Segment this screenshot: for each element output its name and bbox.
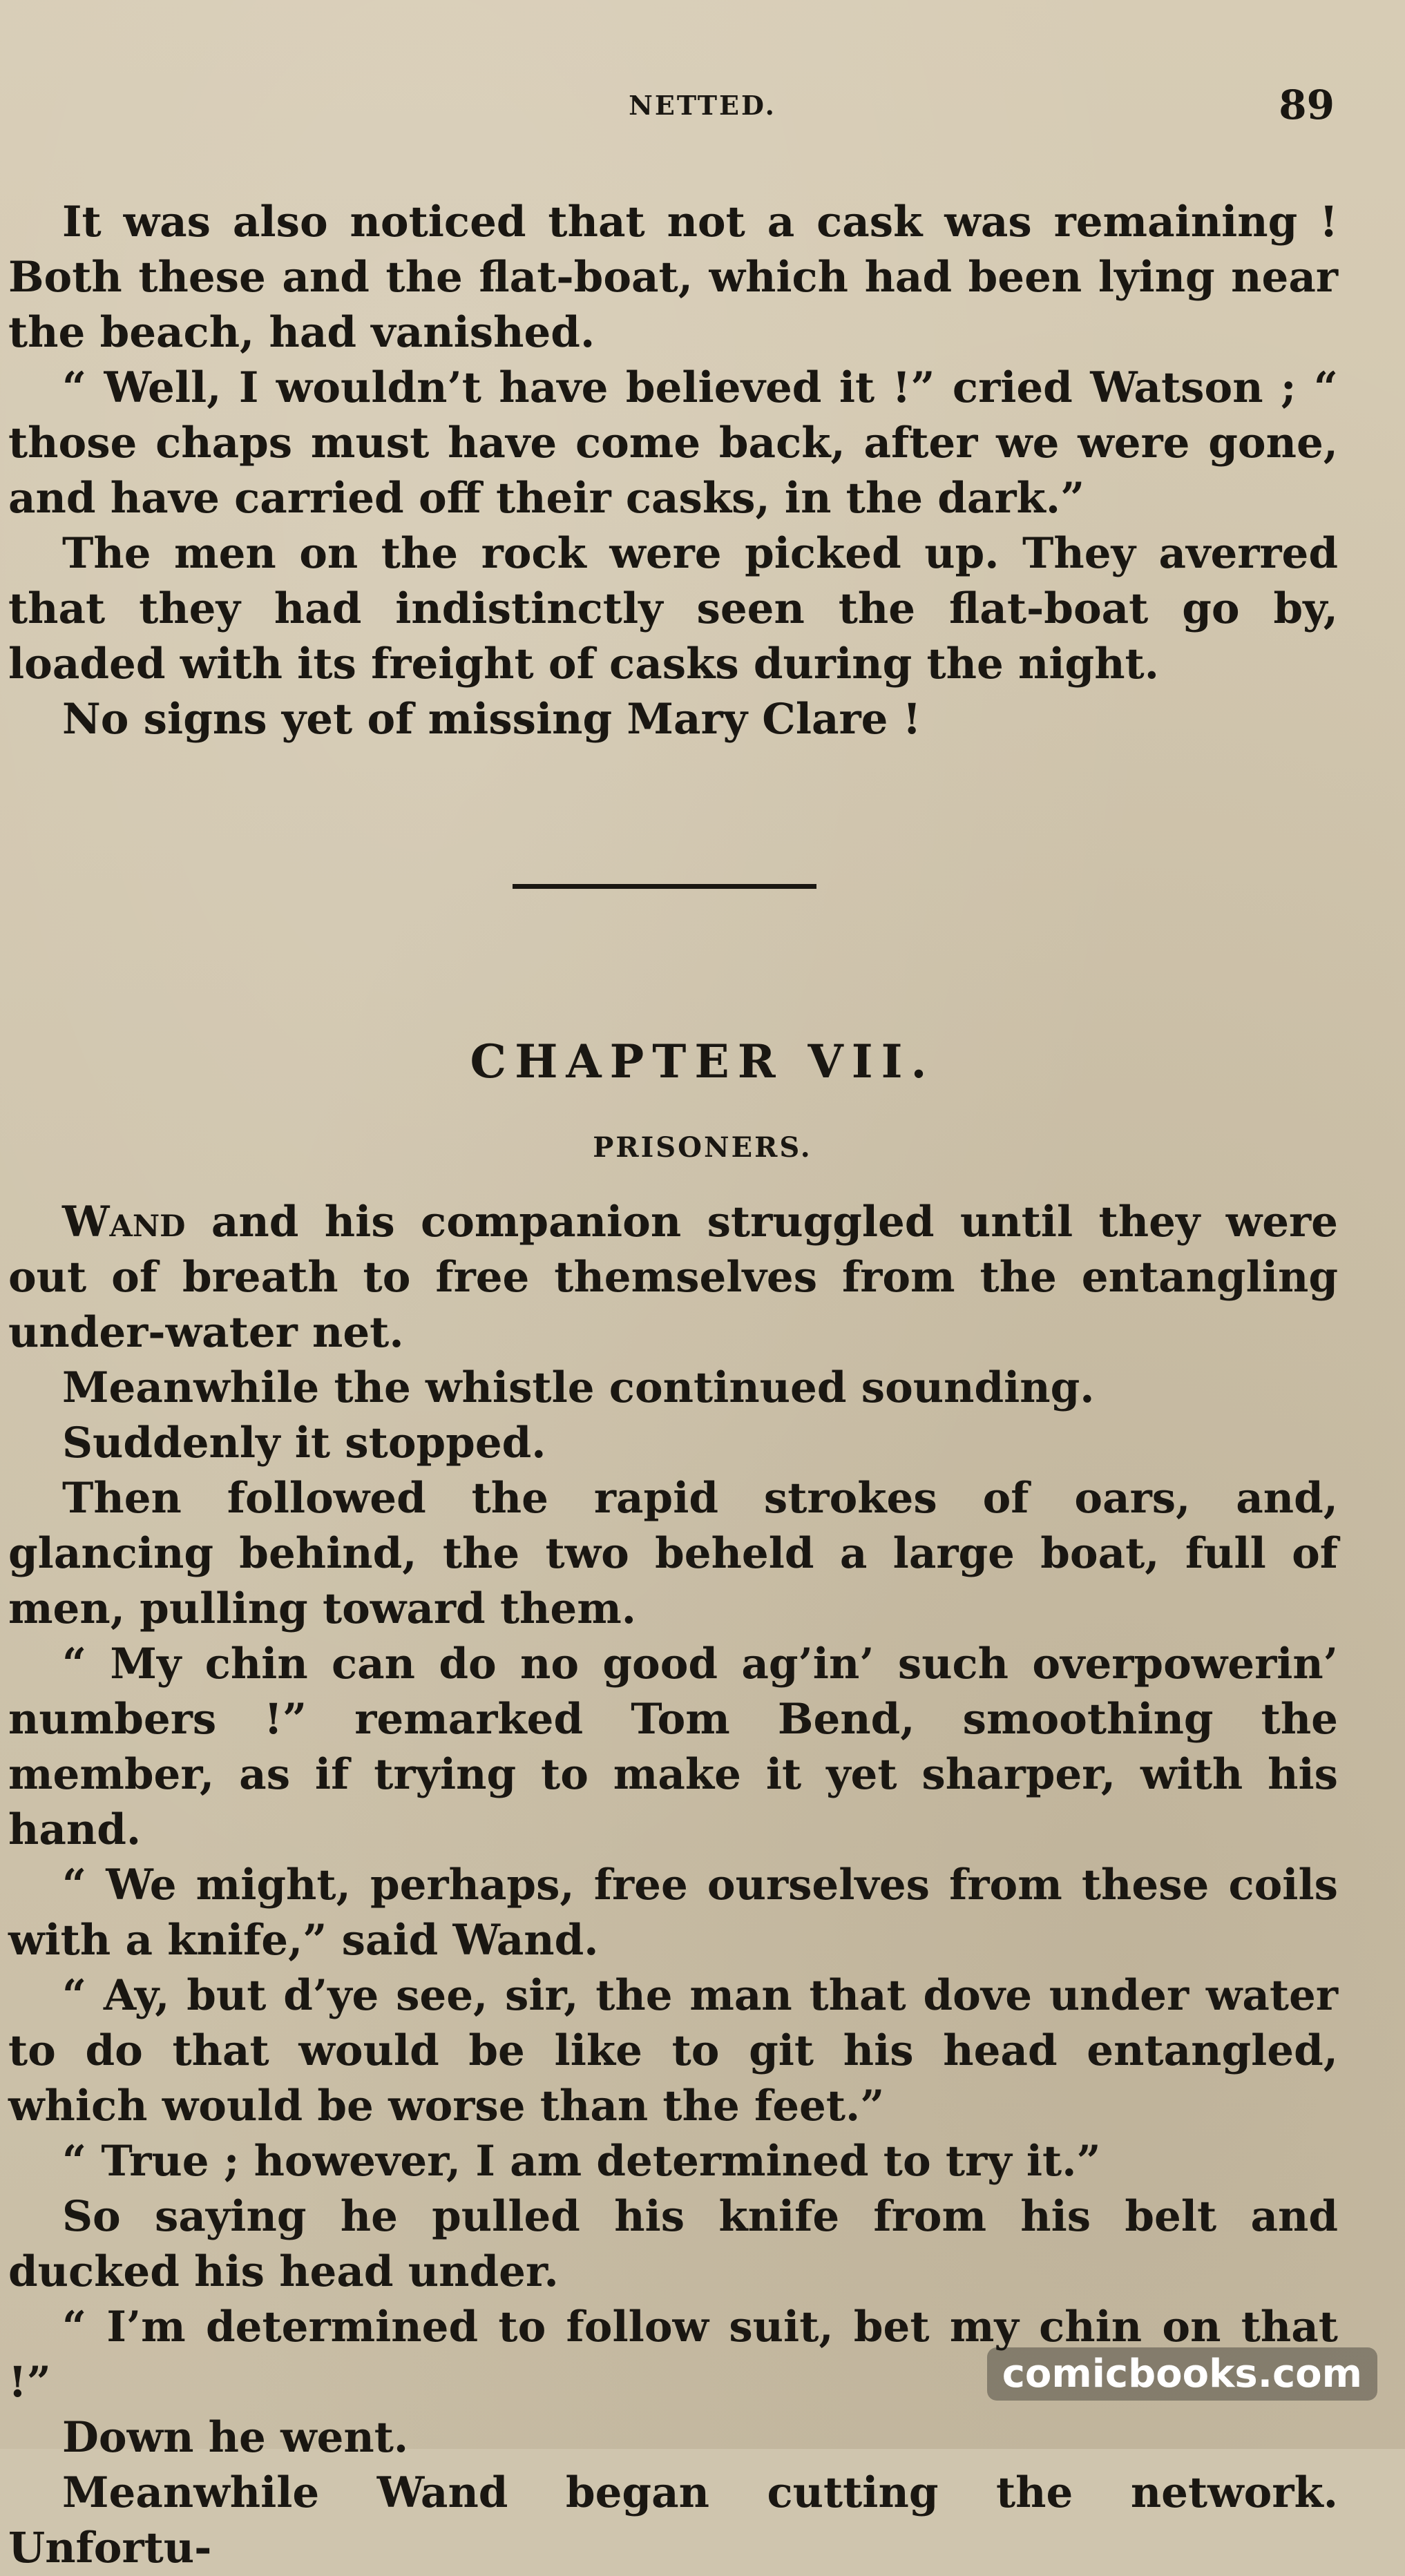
paragraph: No signs yet of missing Mary Clare !: [62, 695, 921, 744]
paragraph-text: and his companion struggled until they were out of breath to free themselves from the entangling under-water net.: [8, 1198, 1338, 1357]
paragraph: It was also noticed that not a cask was remaining ! Both these and the flat-boat, which had been lying near the beach, had vanished.: [8, 198, 1338, 357]
paragraph: Meanwhile Wand began cutting the network. Unfortu-: [8, 2468, 1338, 2573]
chapter-title: CHAPTER VII.: [470, 1035, 935, 1088]
drop-word: Wand: [62, 1198, 186, 1247]
paragraph: “ Ay, but d’ye see, sir, the man that dove under water to do that would be like to git his head entangled, which would be worse than the feet.”: [8, 1971, 1338, 2131]
top-text-block: [8, 195, 1338, 747]
page-number: 89: [1279, 81, 1335, 128]
paragraph: Meanwhile the whistle continued sounding.: [62, 1363, 1095, 1412]
paragraph: [8, 1195, 1338, 1361]
running-head: NETTED.: [629, 90, 776, 121]
paragraph: “ True ; however, I am determined to try it.”: [62, 2137, 1101, 2186]
paragraph: The men on the rock were picked up. They averred that they had indistinctly seen the flat-boat go by, loaded with its freight of casks during the night.: [8, 529, 1338, 689]
paragraph: “ I’m determined to follow suit, bet my chin on that !”: [8, 2303, 1338, 2407]
section-divider: [513, 884, 816, 889]
paragraph: “ Well, I wouldn’t have believed it !” cried Watson ; “ those chaps must have come back, after we were gone, and have carried off their casks, in the dark.”: [8, 363, 1338, 523]
chapter-subtitle: PRISONERS.: [593, 1131, 812, 1164]
paragraph: Suddenly it stopped.: [62, 1419, 546, 1468]
paragraph: “ My chin can do no good ag’in’ such overpowerin’ numbers !” remarked Tom Bend, smoothing the member, as if trying to make it yet sharper, with his hand.: [8, 1640, 1338, 1854]
watermark: comicbooks.com: [987, 2347, 1377, 2401]
paragraph: So saying he pulled his knife from his belt and ducked his head under.: [8, 2192, 1338, 2296]
paragraph: Then followed the rapid strokes of oars, and, glancing behind, the two beheld a large boat, full of men, pulling toward them.: [8, 1474, 1338, 1633]
paragraph: “ We might, perhaps, free ourselves from these coils with a knife,” said Wand.: [8, 1861, 1338, 1965]
paragraph: Down he went.: [62, 2413, 409, 2462]
